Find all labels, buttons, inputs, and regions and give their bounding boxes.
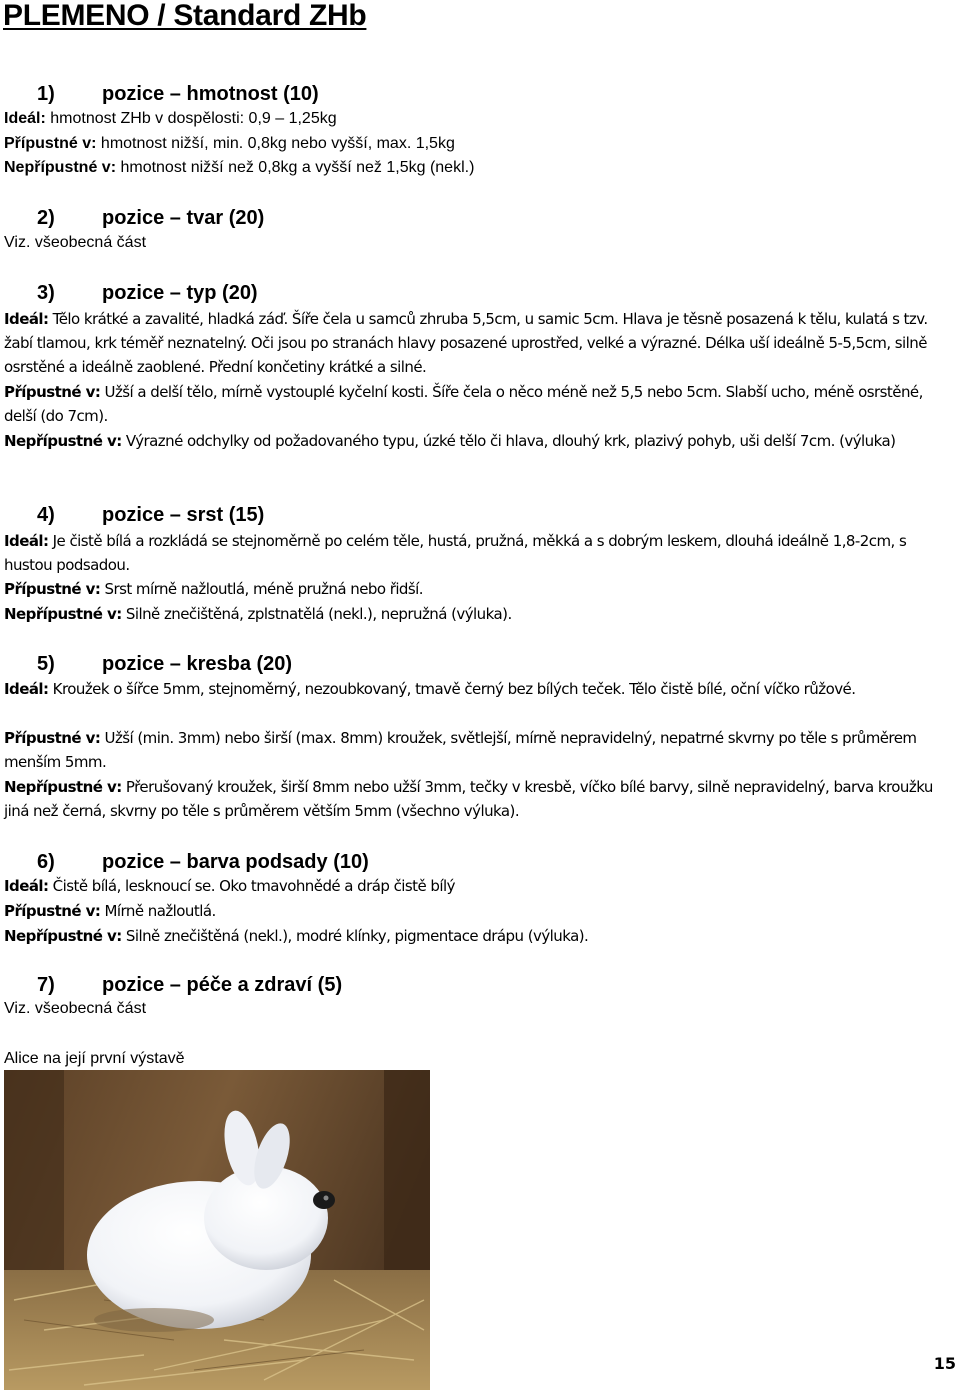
line-text: Silně znečištěná (nekl.), modré klínky, pigmentace drápu (výluka). (121, 927, 589, 945)
section-4-ideal (4, 529, 956, 577)
label-unacceptable: Nepřípustné v: (4, 778, 122, 796)
section-number: 3) (37, 282, 55, 304)
section-title: pozice – barva podsady (10) (102, 851, 369, 873)
line-text: Kroužek o šířce 5mm, stejnoměrný, nezoubkovaný, tmavě černý bez bílých teček. Tělo čistě bílé, oční víčko růžové. (48, 680, 856, 698)
section-7-heading (37, 973, 342, 997)
section-5-ideal (4, 677, 956, 701)
section-1-ideal (4, 107, 956, 131)
label-unacceptable: Nepřípustné v: (4, 159, 117, 176)
section-6-unacceptable (4, 924, 956, 948)
section-7-note (4, 997, 956, 1021)
line-text: Výrazné odchylky od požadovaného typu, úzké tělo či hlava, dlouhý krk, plazivý pohyb, uši delší 7cm. (výluka) (121, 432, 896, 450)
line-text: Viz. všeobecná část (4, 234, 147, 251)
section-1-heading (37, 82, 319, 106)
section-3-ideal (4, 307, 956, 379)
section-number: 4) (37, 504, 55, 526)
line-text: Silně znečištěná, zplstnatělá (nekl.), nepružná (výluka). (121, 605, 512, 623)
line-text: hmotnost nižší než 0,8kg a vyšší než 1,5kg (nekl.) (116, 159, 475, 176)
section-4-heading (37, 503, 264, 527)
line-text: Užší (min. 3mm) nebo širší (max. 8mm) kroužek, světlejší, mírně nepravidelný, nepatrné skvrny po těle s průměrem menším 5mm. (4, 729, 917, 771)
label-ideal: Ideál: (4, 877, 49, 895)
label-unacceptable: Nepřípustné v: (4, 927, 122, 945)
label-ideal: Ideál: (4, 680, 49, 698)
section-6-heading (37, 850, 369, 874)
label-unacceptable: Nepřípustné v: (4, 605, 122, 623)
section-1-acceptable (4, 132, 956, 156)
line-text: hmotnost ZHb v dospělosti: 0,9 – 1,25kg (45, 110, 337, 127)
line-text: Tělo krátké a zavalité, hladká záď. Šíře čela u samců zhruba 5,5cm, u samic 5cm. Hlava je těsně posazená k tělu, kulatá s tzv. žabí tlamou, krk téměř neznatelný. Oči jsou po stranách hlavy posazené uprostřed, velké a výrazné. Délka uší ideálně 5-5,5cm, silně osrstěné a ideálně zaoblené. Přední končetiny krátké a silné. (4, 310, 928, 376)
label-acceptable: Přípustné v: (4, 580, 101, 598)
label-acceptable: Přípustné v: (4, 729, 101, 747)
section-number: 7) (37, 974, 55, 996)
line-text: Je čistě bílá a rozkládá se stejnoměrně po celém těle, hustá, pružná, měkká a s dobrým leskem, dlouhá ideálně 1,8-2cm, s hustou podsadou. (4, 532, 907, 574)
line-text: Užší a delší tělo, mírně vystouplé kyčelní kosti. Šíře čela o něco méně než 5,5 nebo 5cm. Slabší ucho, méně osrstěné, delší (do 7cm). (4, 383, 923, 425)
section-1-unacceptable (4, 156, 956, 180)
section-5-acceptable (4, 726, 956, 774)
line-text: Čistě bílá, lesknoucí se. Oko tmavohnědé a dráp čistě bílý (48, 877, 455, 895)
section-number: 6) (37, 851, 55, 873)
label-ideal: Ideál: (4, 110, 46, 127)
section-5-heading (37, 652, 292, 676)
section-4-acceptable (4, 577, 956, 601)
section-4-unacceptable (4, 602, 956, 626)
section-title: pozice – tvar (20) (102, 207, 265, 229)
label-ideal: Ideál: (4, 310, 49, 328)
section-5-unacceptable (4, 775, 956, 823)
section-number: 1) (37, 83, 55, 105)
section-title: pozice – typ (20) (102, 282, 258, 304)
label-ideal: Ideál: (4, 532, 49, 550)
section-3-unacceptable (4, 429, 956, 453)
document-title: PLEMENO / Standard ZHb (3, 0, 367, 32)
section-6-ideal (4, 874, 956, 898)
section-6-acceptable (4, 899, 956, 923)
section-2-note (4, 231, 956, 255)
section-title: pozice – hmotnost (10) (102, 83, 319, 105)
line-text: hmotnost nižší, min. 0,8kg nebo vyšší, max. 1,5kg (96, 135, 455, 152)
line-text: Viz. všeobecná část (4, 1000, 147, 1017)
label-acceptable: Přípustné v: (4, 383, 101, 401)
label-acceptable: Přípustné v: (4, 902, 101, 920)
line-text: Srst mírně nažloutlá, méně pružná nebo řidší. (100, 580, 424, 598)
section-title: pozice – srst (15) (102, 504, 265, 526)
rabbit-photo-drawing (4, 1070, 430, 1390)
label-unacceptable: Nepřípustné v: (4, 432, 122, 450)
section-number: 2) (37, 207, 55, 229)
section-number: 5) (37, 653, 55, 675)
page-number: 15 (933, 1354, 956, 1373)
rabbit-photo (4, 1070, 430, 1390)
section-title: pozice – kresba (20) (102, 653, 293, 675)
section-title: pozice – péče a zdraví (5) (102, 974, 343, 996)
label-acceptable: Přípustné v: (4, 135, 97, 152)
section-3-heading (37, 281, 258, 305)
photo-caption: Alice na její první výstavě (4, 1050, 185, 1067)
section-2-heading (37, 206, 264, 230)
section-3-acceptable (4, 380, 956, 428)
line-text: Přerušovaný kroužek, širší 8mm nebo užší 3mm, tečky v kresbě, víčko bílé barvy, silně nepravidelný, barva kroužku jiná než černá, skvrny po těle s průměrem větším 5mm (všechno výluka). (4, 778, 933, 820)
line-text: Mírně nažloutlá. (100, 902, 216, 920)
